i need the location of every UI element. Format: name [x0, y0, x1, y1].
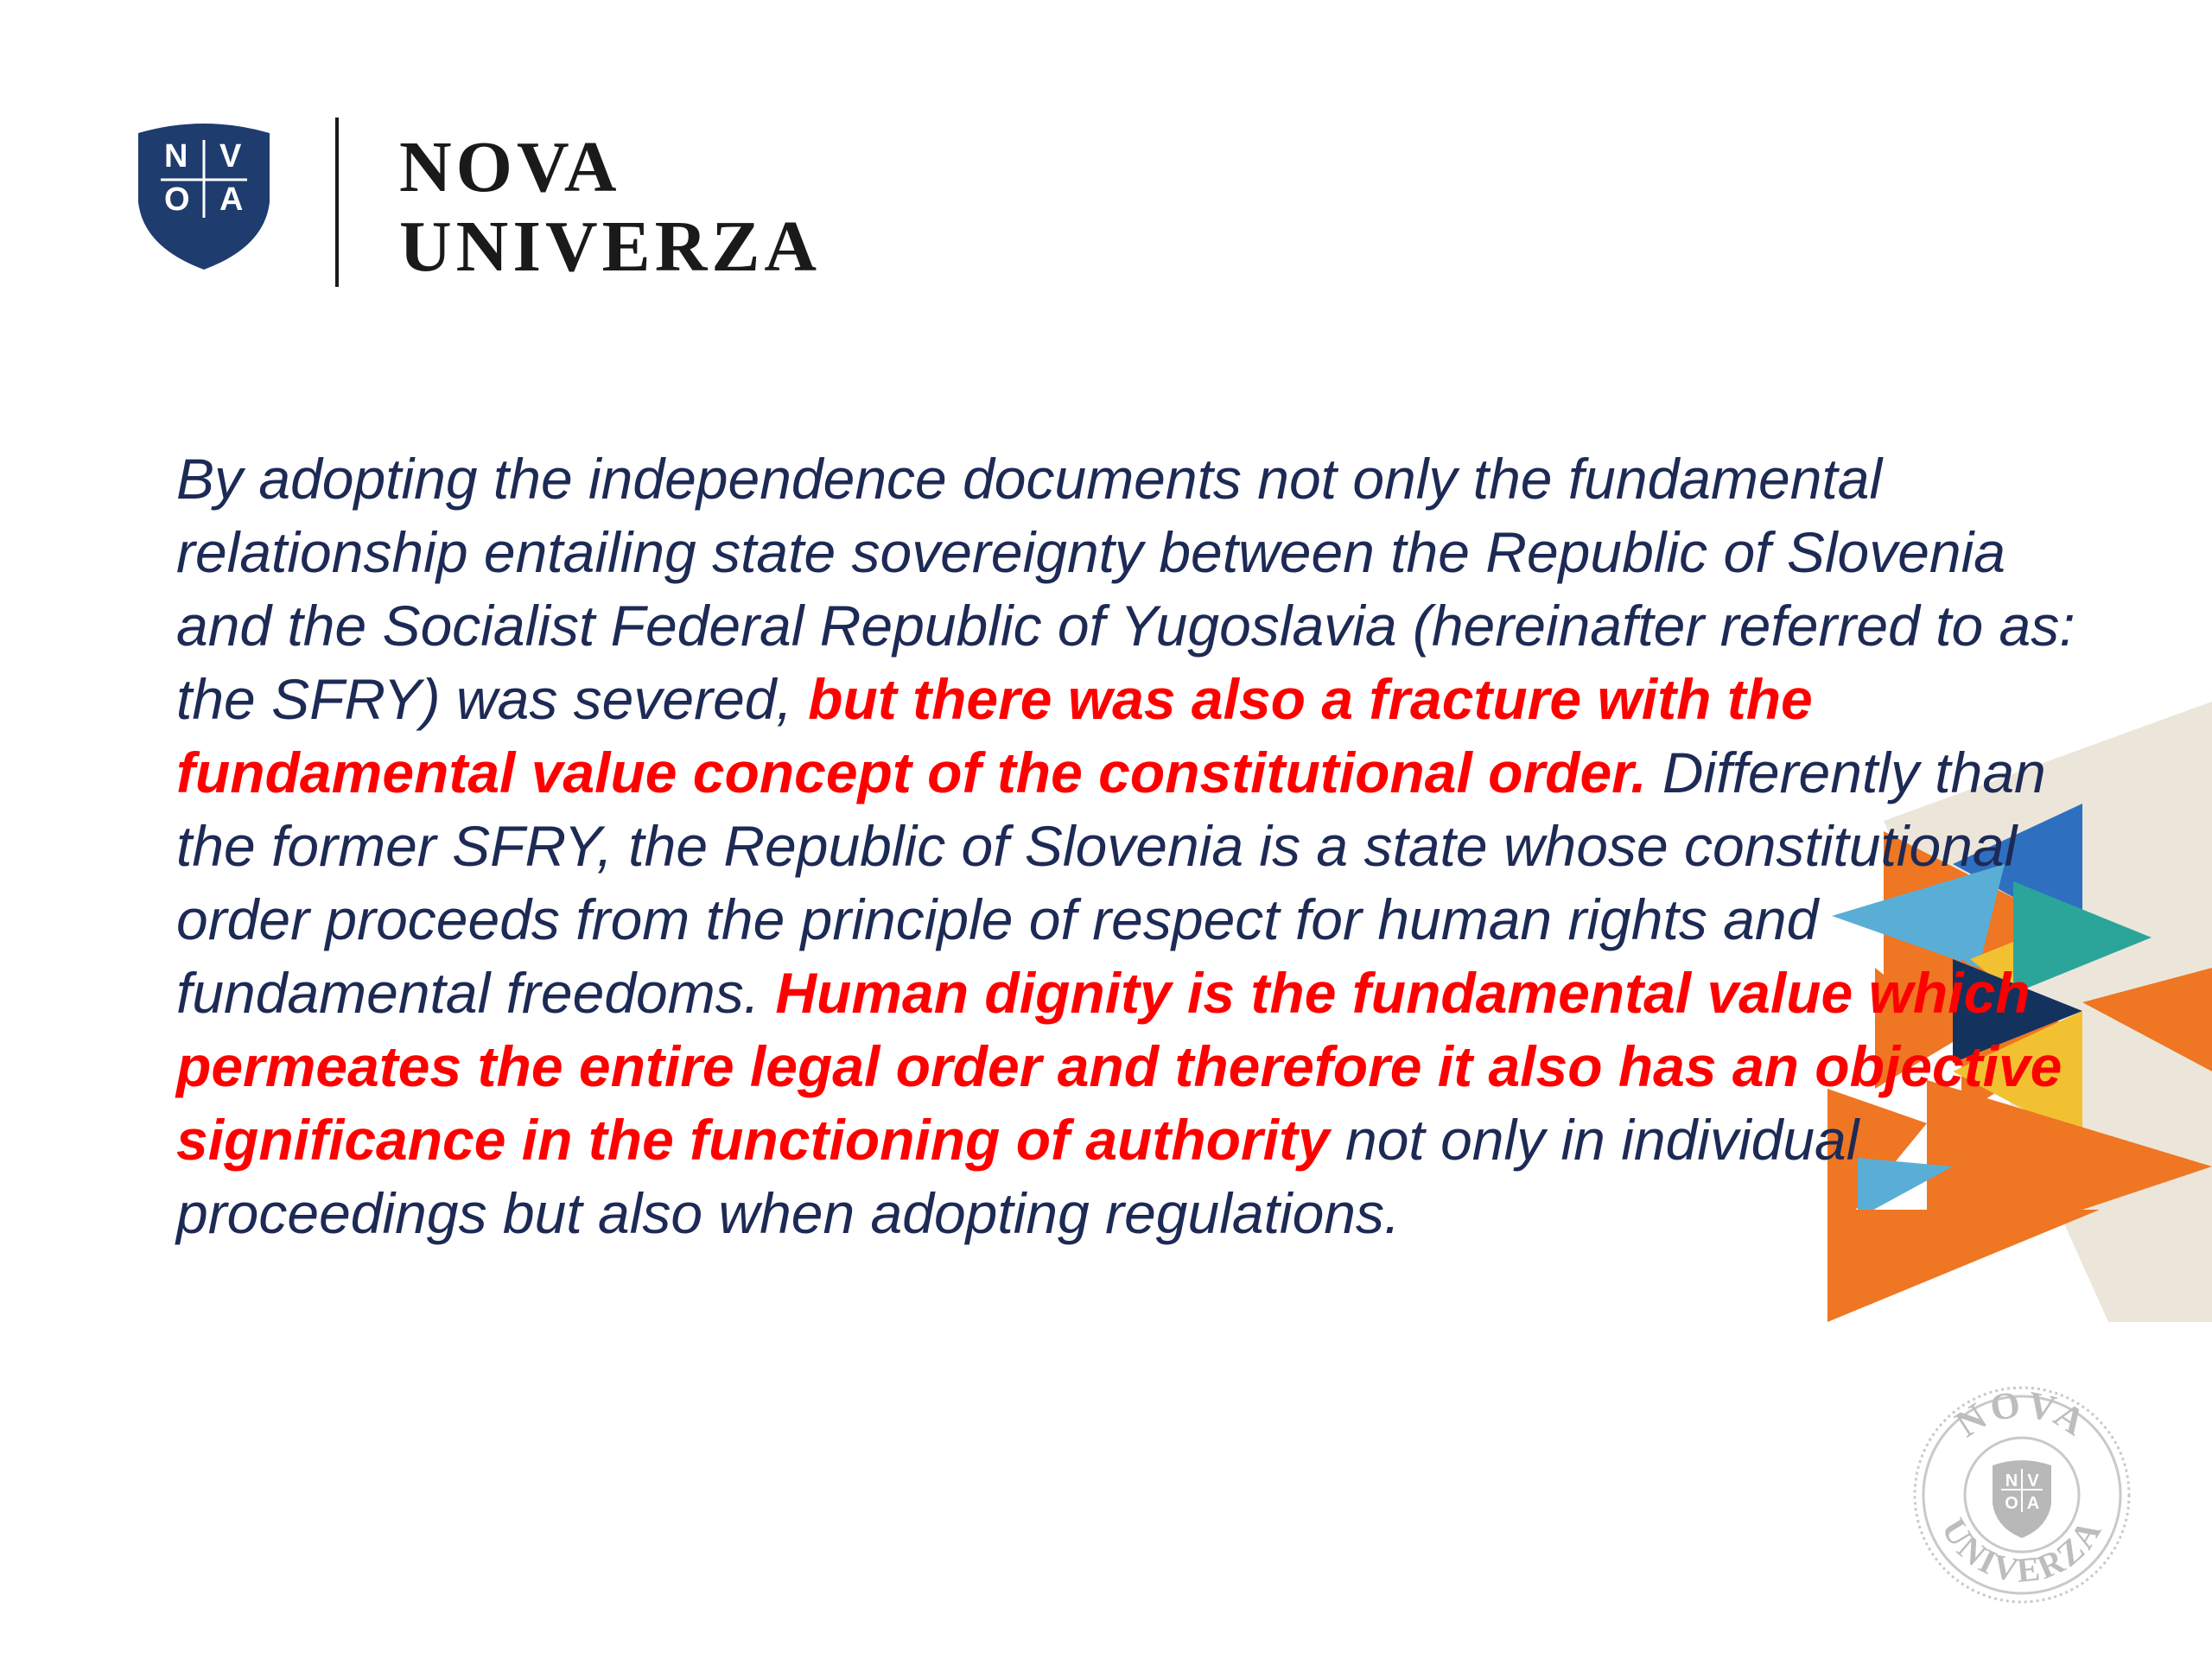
stamp-text-top: NOVA: [1948, 1382, 2096, 1446]
logo-divider: [335, 118, 339, 287]
svg-text:NOVA: [1948, 1382, 2095, 1446]
stamp-text-bottom: UNIVERZA: [1934, 1511, 2110, 1590]
shield-letter-o: O: [164, 181, 190, 218]
stamp-letter-o: O: [2005, 1494, 2018, 1513]
logo-line-1: NOVA: [399, 127, 621, 207]
highlighted-text-fracture: but there was also a fracture with the fundamental value concept of the constitutional order.: [176, 667, 1813, 804]
university-stamp-watermark: [1910, 1382, 2134, 1607]
paragraph-text-1: By adopting the independence documents not only the fundamental relationship entailing state sovereignty between the Republic of Slovenia and the Socialist Federal Republic of Yugoslavia (hereinafter referred to as: the SFRY) was severed,: [176, 447, 2075, 731]
shield-letter-n: N: [164, 138, 188, 175]
paragraph-text-3: not only in individual proceedings but also when adopting regulations.: [176, 1108, 1859, 1245]
logo-line-2: UNIVERZA: [399, 207, 822, 287]
shield-letter-v: V: [219, 138, 242, 175]
main-paragraph: [176, 442, 2077, 1250]
stamp-letter-n: N: [2005, 1471, 2018, 1491]
highlighted-text-human-dignity: Human dignity is the fundamental value which permeates the entire legal order and therefore it also has an objective significance in the functioning of authority: [176, 961, 2063, 1172]
nova-univerza-shield-icon: [135, 118, 273, 271]
shield-letter-a: A: [219, 181, 244, 218]
stamp-letter-v: V: [2027, 1471, 2039, 1491]
stamp-letter-a: A: [2026, 1494, 2040, 1513]
paragraph-text-2: Differently than the former SFRY, the Republic of Slovenia is a state whose constitutional order proceeds from the principle of respect for human rights and fundamental freedoms.: [176, 741, 2046, 1025]
university-logo-wordmark: [399, 128, 821, 287]
